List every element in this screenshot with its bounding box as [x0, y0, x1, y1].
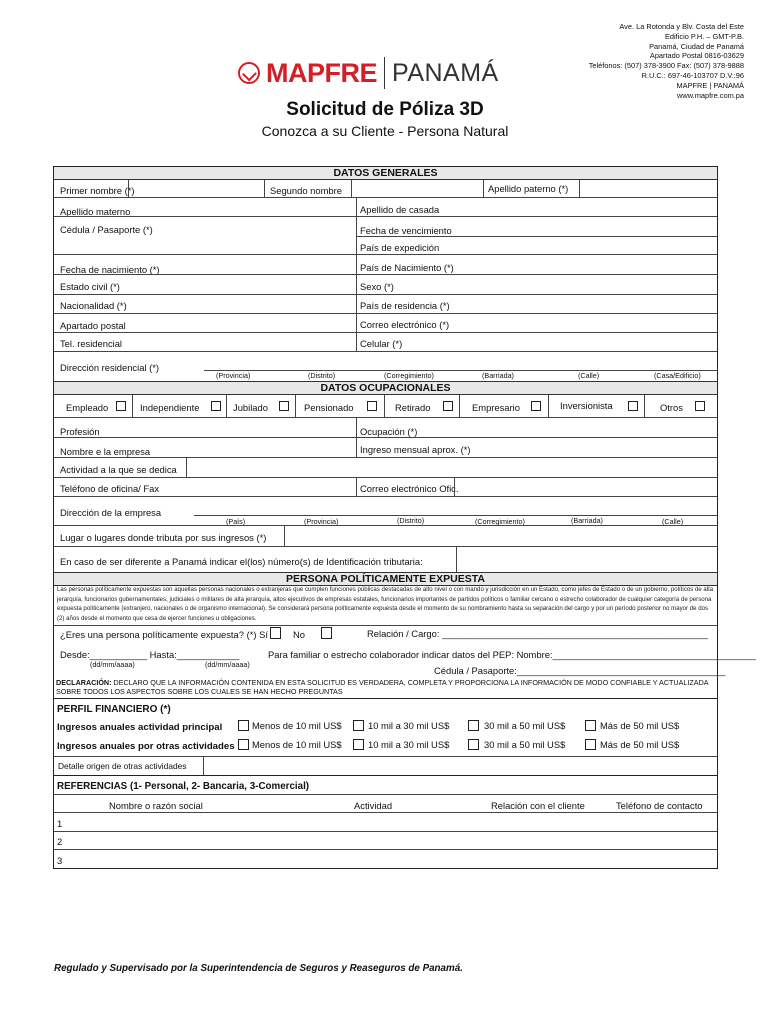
opcion-retirado-label: Retirado: [395, 402, 431, 413]
opcion-otros-label: Otros: [660, 402, 683, 413]
perfil-financiero-header: PERFIL FINANCIERO (*): [57, 704, 171, 715]
tel-residencial-label: Tel. residencial: [60, 338, 123, 349]
pep-date-format-2: (dd/mm/aaaa): [205, 660, 250, 669]
profesion-label: Profesión: [60, 426, 100, 437]
opcion-empresario-label: Empresario: [472, 402, 520, 413]
pep-cedula-label: Cédula / Pasaporte:________________________________________: [434, 665, 726, 676]
declaracion-text: [56, 678, 716, 696]
celular-label: Celular (*): [360, 338, 403, 349]
referencias-header: REFERENCIAS (1- Personal, 2- Bancaria, 3-Comercial): [57, 781, 310, 792]
id-tributaria-label: En caso de ser diferente a Panamá indicar el(los) número(s) de Identificación tributaria:: [60, 556, 423, 567]
ref-row-number: 1: [57, 818, 63, 829]
declaracion-body: DECLARO QUE LA INFORMACIÓN CONTENIDA EN ESTA SOLICITUD ES VERDADERA, COMPLETA Y PROPORCIONA LA INFORMACIÓN DE MODO CONFIABLE Y ACTUALIZADA SOBRE TODOS LOS ASPECTOS SOBRE LOS CUALES SE HAN HECHO PREGUNTAS: [56, 678, 709, 696]
segundo-nombre-field[interactable]: [352, 181, 482, 196]
actividad-label: Actividad a la que se dedica: [60, 464, 177, 475]
address-line: Ave. La Rotonda y Blv. Costa del Este: [619, 22, 744, 31]
apellido-paterno-label: Apellido paterno (*): [488, 183, 569, 194]
declaracion-heading: DECLARACIÓN:: [56, 678, 112, 687]
apellido-casada-field[interactable]: [454, 199, 714, 216]
emp-provincia-caption: (Provincia): [304, 517, 339, 526]
otras-10a30-checkbox[interactable]: [353, 739, 364, 750]
primer-nombre-field[interactable]: [129, 181, 263, 196]
rango-10a30-label: 10 mil a 30 mil US$: [368, 720, 450, 731]
fecha-nacimiento-label: Fecha de nacimiento (*): [60, 264, 160, 275]
ingresos-otras-label: Ingresos anuales por otras actividades: [57, 741, 235, 752]
address-line: Apartado Postal 0816-03629: [649, 51, 744, 61]
dir-barriada-caption: (Barriada): [482, 371, 514, 380]
otras-mas50-checkbox[interactable]: [585, 739, 596, 750]
sexo-label: Sexo (*): [360, 281, 394, 292]
otros-checkbox[interactable]: [695, 401, 705, 411]
ingresos-principal-label: Ingresos anuales actividad principal: [57, 722, 223, 733]
dir-calle-caption: (Calle): [578, 371, 600, 380]
section-header-datos-generales: DATOS GENERALES: [54, 167, 717, 180]
retirado-checkbox[interactable]: [443, 401, 453, 411]
principal-mas50-checkbox[interactable]: [585, 720, 596, 731]
pep-question: ¿Eres una persona políticamente expuesta? (*) Sí: [60, 629, 268, 640]
dir-corregimiento-caption: (Corregimiento): [384, 371, 434, 380]
application-form: [53, 166, 756, 869]
pep-relacion-label: Relación / Cargo: ___________________________________________________: [367, 628, 708, 639]
logo-divider: [384, 57, 385, 89]
principal-menos10-checkbox[interactable]: [238, 720, 249, 731]
opcion-jubilado-label: Jubilado: [233, 402, 268, 413]
rango-10a30-label-2: 10 mil a 30 mil US$: [368, 739, 450, 750]
page-subtitle: Conozca a su Cliente - Persona Natural: [261, 123, 509, 139]
detalle-origen-label: Detalle origen de otras actividades: [58, 761, 187, 771]
pep-definition-text: Las personas políticamente expuestas son aquellas personas nacionales o extranjeras que cumplen funciones públicas destacadas de alto nivel o con mando y jurisdicción en un Estado, como jefes de Estado o de un gobierno, políticos de alta jerarquía, funcionarios gubernamentales, judiciales o militares de alta jerarquía, altos ejecutivos de empresas estatales, funcionarios importantes de partidos políticos o familiar cercano o estrecho colaborador de cualquier categoría de persona expuesta políticamente (extranjero, nacionales o de organismo internacional). Se considerará persona políticamente expuesta desde el momento de su nombramiento hasta su separación del cargo y por un período posterior no mayor de dos (2) años desde el momento que cesa de ejercer funciones u obligaciones.: [57, 586, 714, 622]
rango-30a50-label: 30 mil a 50 mil US$: [484, 720, 566, 731]
rango-mas50-label-2: Más de 50 mil US$: [600, 739, 680, 750]
section-header-pep: PERSONA POLÍTICAMENTE EXPUESTA: [54, 572, 717, 586]
segundo-nombre-label: Segundo nombre: [270, 185, 342, 196]
detalle-origen-field[interactable]: [205, 758, 714, 773]
emp-corregimiento-caption: (Corregimiento): [475, 517, 525, 526]
pep-familiar-label: Para familiar o estrecho colaborador indicar datos del PEP: Nombre:_______________________________________: [268, 649, 756, 660]
page-title: Solicitud de Póliza 3D: [286, 99, 484, 120]
pep-desde-hasta: Desde:___________ Hasta:____________: [60, 649, 240, 660]
address-line: Panamá, Ciudad de Panamá: [649, 41, 744, 51]
address-line: www.mapfre.com.pa: [677, 90, 744, 100]
pais-nacimiento-label: País de Nacimiento (*): [360, 262, 454, 273]
telefono-oficina-label: Teléfono de oficina/ Fax: [60, 483, 160, 494]
otras-30a50-checkbox[interactable]: [468, 739, 479, 750]
address-line: MAPFRE | PANAMÁ: [676, 80, 744, 90]
opcion-empleado-label: Empleado: [66, 402, 109, 413]
address-line: Teléfonos: (507) 378-3900 Fax: (507) 378-9888: [588, 61, 744, 71]
principal-10a30-checkbox[interactable]: [353, 720, 364, 731]
nombre-empresa-label: Nombre e la empresa: [60, 446, 151, 457]
jubilado-checkbox[interactable]: [279, 401, 289, 411]
inversionista-checkbox[interactable]: [628, 401, 638, 411]
lugar-tributa-field[interactable]: [286, 527, 714, 545]
emp-barriada-caption: (Barriada): [571, 516, 603, 525]
rango-mas50-label: Más de 50 mil US$: [600, 720, 680, 731]
rango-menos10-label: Menos de 10 mil US$: [252, 720, 342, 731]
logo-country: PANAMÁ: [392, 58, 499, 87]
opcion-pensionado-label: Pensionado: [304, 402, 354, 413]
ref-col-telefono: Teléfono de contacto: [616, 800, 703, 811]
correo-oficina-label: Correo electrónico Ofic.: [360, 483, 459, 494]
ref-col-relacion: Relación con el cliente: [491, 800, 585, 811]
pensionado-checkbox[interactable]: [367, 401, 377, 411]
rango-menos10-label-2: Menos de 10 mil US$: [252, 739, 342, 750]
logo-brand: MAPFRE: [266, 57, 377, 88]
estado-civil-label: Estado civil (*): [60, 281, 120, 292]
ref-row-number: 2: [57, 836, 63, 847]
ref-col-actividad: Actividad: [354, 800, 393, 811]
opcion-independiente-label: Independiente: [140, 402, 200, 413]
id-tributaria-field[interactable]: [458, 548, 714, 570]
pais-expedicion-label: País de expedición: [360, 242, 440, 253]
opcion-inversionista-label: Inversionista: [560, 400, 613, 411]
pep-no-label: No: [293, 629, 305, 640]
section-header-datos-ocupacionales: DATOS OCUPACIONALES: [54, 381, 717, 395]
apellido-materno-label: Apellido materno: [60, 206, 131, 217]
emp-pais-caption: (País): [226, 517, 246, 526]
direccion-residencial-label: Dirección residencial (*): [60, 362, 159, 373]
emp-calle-caption: (Calle): [662, 517, 684, 526]
cedula-field[interactable]: [164, 219, 354, 254]
direccion-empresa-field[interactable]: [194, 498, 714, 515]
company-address: [589, 22, 744, 100]
dir-casa-caption: (Casa/Edificio): [654, 371, 701, 380]
mapfre-emblem-icon: [238, 62, 260, 84]
dir-provincia-caption: (Provincia): [216, 371, 251, 380]
apartado-postal-label: Apartado postal: [60, 320, 126, 331]
address-line: Edificio P.H. – GMT-P.B.: [665, 31, 744, 41]
empleado-checkbox[interactable]: [116, 401, 126, 411]
lugar-tributa-label: Lugar o lugares donde tributa por sus ingresos (*): [60, 532, 267, 543]
correo-label: Correo electrónico (*): [360, 319, 450, 330]
address-line: R.U.C.: 697-46-103707 D.V.:96: [641, 70, 744, 80]
pep-si-checkbox[interactable]: [270, 627, 281, 639]
apellido-paterno-field[interactable]: [580, 181, 717, 196]
nacionalidad-label: Nacionalidad (*): [60, 300, 127, 311]
pep-date-format-1: (dd/mm/aaaa): [90, 660, 135, 669]
fecha-vencimiento-label: Fecha de vencimiento: [360, 225, 452, 236]
otras-menos10-checkbox[interactable]: [238, 739, 249, 750]
pais-residencia-label: País de residencia (*): [360, 300, 450, 311]
regulatory-footer: Regulado y Supervisado por la Superintendencia de Seguros y Reaseguros de Panamá.: [54, 963, 463, 974]
emp-distrito-caption: (Distrito): [397, 516, 425, 525]
ref-col-nombre: Nombre o razón social: [109, 800, 203, 811]
primer-nombre-label: Primer nombre (*): [60, 185, 135, 196]
direccion-residencial-field[interactable]: [184, 353, 714, 370]
apellido-materno-field[interactable]: [154, 199, 354, 216]
dir-distrito-caption: (Distrito): [308, 371, 336, 380]
actividad-field[interactable]: [188, 459, 713, 475]
rango-30a50-label-2: 30 mil a 50 mil US$: [484, 739, 566, 750]
pep-no-checkbox[interactable]: [321, 627, 332, 639]
ocupacion-label: Ocupación (*): [360, 426, 418, 437]
mapfre-logo: [238, 56, 499, 90]
principal-30a50-checkbox[interactable]: [468, 720, 479, 731]
empresario-checkbox[interactable]: [531, 401, 541, 411]
apellido-casada-label: Apellido de casada: [360, 204, 440, 215]
ingreso-mensual-label: Ingreso mensual aprox. (*): [360, 444, 471, 455]
ref-row-number: 3: [57, 855, 63, 866]
direccion-empresa-label: Dirección de la empresa: [60, 507, 162, 518]
cedula-label: Cédula / Pasaporte (*): [60, 224, 153, 235]
independiente-checkbox[interactable]: [211, 401, 221, 411]
